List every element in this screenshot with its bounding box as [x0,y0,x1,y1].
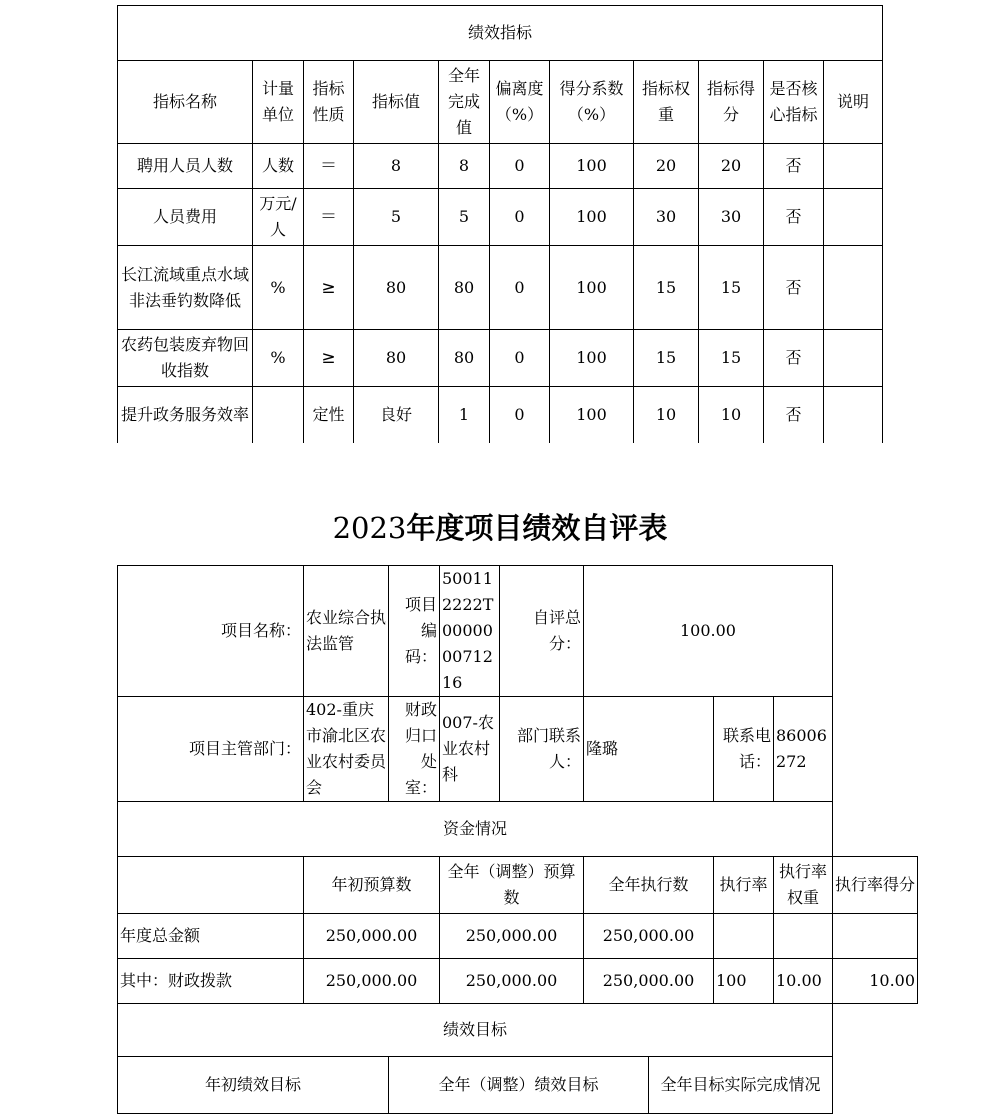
section-title-funds: 资金情况 [118,802,833,857]
table-row [118,330,883,387]
section-title-goals: 绩效目标 [118,1004,833,1057]
indicator-deviation: 0 [490,330,550,387]
table-row [118,246,883,330]
table-row [118,387,883,443]
indicator-deviation: 0 [490,144,550,189]
indicator-note [824,189,883,246]
indicator-note [824,330,883,387]
indicator-target: 5 [354,189,439,246]
indicator-unit: % [253,246,304,330]
header-cell: 说明 [824,61,883,144]
indicator-coef: 100 [550,246,634,330]
fund-rate-weight: 10.00 [774,959,833,1004]
indicator-actual: 8 [439,144,490,189]
indicator-unit: 万元/人 [253,189,304,246]
project-code-label: 项目编码： [389,566,440,697]
contact: 隆璐 [584,697,714,802]
indicator-weight: 10 [634,387,699,443]
indicator-name: 人员费用 [118,189,253,246]
fund-header-row [118,857,918,914]
table-row [118,914,918,959]
header-cell: 偏离度（%） [490,61,550,144]
header-cell: 计量单位 [253,61,304,144]
fund-rate: 100 [714,959,774,1004]
indicator-deviation: 0 [490,246,550,330]
indicator-coef: 100 [550,189,634,246]
dept-label: 项目主管部门： [118,697,304,802]
indicator-score: 15 [699,330,764,387]
header-cell: 指标性质 [304,61,354,144]
dept: 402-重庆市渝北区农业农村委员会 [304,697,389,802]
indicator-name: 农药包装废弃物回收指数 [118,330,253,387]
self-score: 100.00 [584,566,833,697]
indicator-deviation: 0 [490,387,550,443]
indicator-note [824,387,883,443]
phone: 86006272 [774,697,833,802]
finance: 007-农业农村科 [440,697,500,802]
fund-initial: 250,000.00 [304,959,440,1004]
indicator-unit: % [253,330,304,387]
fund-adjusted: 250,000.00 [440,959,584,1004]
table-row [118,959,918,1004]
indicator-name: 提升政务服务效率 [118,387,253,443]
fund-rate [714,914,774,959]
indicator-unit [253,387,304,443]
self-score-label: 自评总分： [500,566,584,697]
indicator-target: 80 [354,330,439,387]
indicator-weight: 15 [634,246,699,330]
indicator-nature: ≥ [304,330,354,387]
header-cell: 指标名称 [118,61,253,144]
header-cell: 指标值 [354,61,439,144]
finance-label: 财政归口处室： [389,697,440,802]
indicator-core: 否 [764,387,824,443]
indicator-target: 80 [354,246,439,330]
project-name-label: 项目名称： [118,566,304,697]
header-cell: 年初预算数 [304,857,440,914]
fund-rate-score [833,914,918,959]
header-cell: 执行率权重 [774,857,833,914]
indicator-name: 长江流域重点水域非法垂钓数降低 [118,246,253,330]
fund-rate-weight [774,914,833,959]
indicator-name: 聘用人员人数 [118,144,253,189]
contact-label: 部门联系人： [500,697,584,802]
header-cell: 全年完成值 [439,61,490,144]
indicator-nature: 定性 [304,387,354,443]
indicator-actual: 80 [439,330,490,387]
header-cell: 指标得分 [699,61,764,144]
indicator-target: 8 [354,144,439,189]
table-row [118,189,883,246]
indicator-target: 良好 [354,387,439,443]
indicator-actual: 1 [439,387,490,443]
section-title-indicators: 绩效指标 [118,6,883,61]
header-cell: 全年（调整）绩效目标 [389,1057,649,1114]
indicator-core: 否 [764,189,824,246]
goal-header-row [118,1057,918,1114]
indicator-weight: 20 [634,144,699,189]
fund-executed: 250,000.00 [584,914,714,959]
indicator-score: 15 [699,246,764,330]
fund-adjusted: 250,000.00 [440,914,584,959]
phone-label: 联系电话： [714,697,774,802]
indicator-nature: ＝ [304,189,354,246]
title-text: 年度项目绩效自评表 [406,511,668,545]
indicator-nature: ≥ [304,246,354,330]
header-cell: 是否核心指标 [764,61,824,144]
fund-rate-score: 10.00 [833,959,918,1004]
indicator-actual: 5 [439,189,490,246]
indicator-actual: 80 [439,246,490,330]
indicator-coef: 100 [550,387,634,443]
title-year: 2023 [332,511,407,545]
indicator-deviation: 0 [490,189,550,246]
indicator-weight: 15 [634,330,699,387]
header-cell: 执行率得分 [833,857,918,914]
indicator-note [824,246,883,330]
header-cell: 全年（调整）预算数 [440,857,584,914]
project-code: 500112222T000000071216 [440,566,500,697]
header-cell: 指标权重 [634,61,699,144]
indicator-coef: 100 [550,144,634,189]
indicator-core: 否 [764,246,824,330]
page-title [0,508,1000,548]
indicator-core: 否 [764,144,824,189]
indicator-score: 20 [699,144,764,189]
table-row [118,144,883,189]
fund-executed: 250,000.00 [584,959,714,1004]
fund-row-label: 年度总金额 [118,914,304,959]
indicator-unit: 人数 [253,144,304,189]
header-cell: 全年目标实际完成情况 [649,1057,833,1114]
indicator-table [117,5,883,443]
header-cell: 执行率 [714,857,774,914]
indicator-note [824,144,883,189]
header-cell: 年初绩效目标 [118,1057,389,1114]
indicator-score: 30 [699,189,764,246]
indicator-core: 否 [764,330,824,387]
fund-header-blank [118,857,304,914]
indicator-header-row [118,61,883,144]
indicator-coef: 100 [550,330,634,387]
fund-initial: 250,000.00 [304,914,440,959]
header-cell: 得分系数（%） [550,61,634,144]
fund-row-label: 其中：财政拨款 [118,959,304,1004]
indicator-nature: ＝ [304,144,354,189]
indicator-weight: 30 [634,189,699,246]
header-cell: 全年执行数 [584,857,714,914]
project-eval-table [117,565,918,1114]
indicator-score: 10 [699,387,764,443]
project-name: 农业综合执法监管 [304,566,389,697]
